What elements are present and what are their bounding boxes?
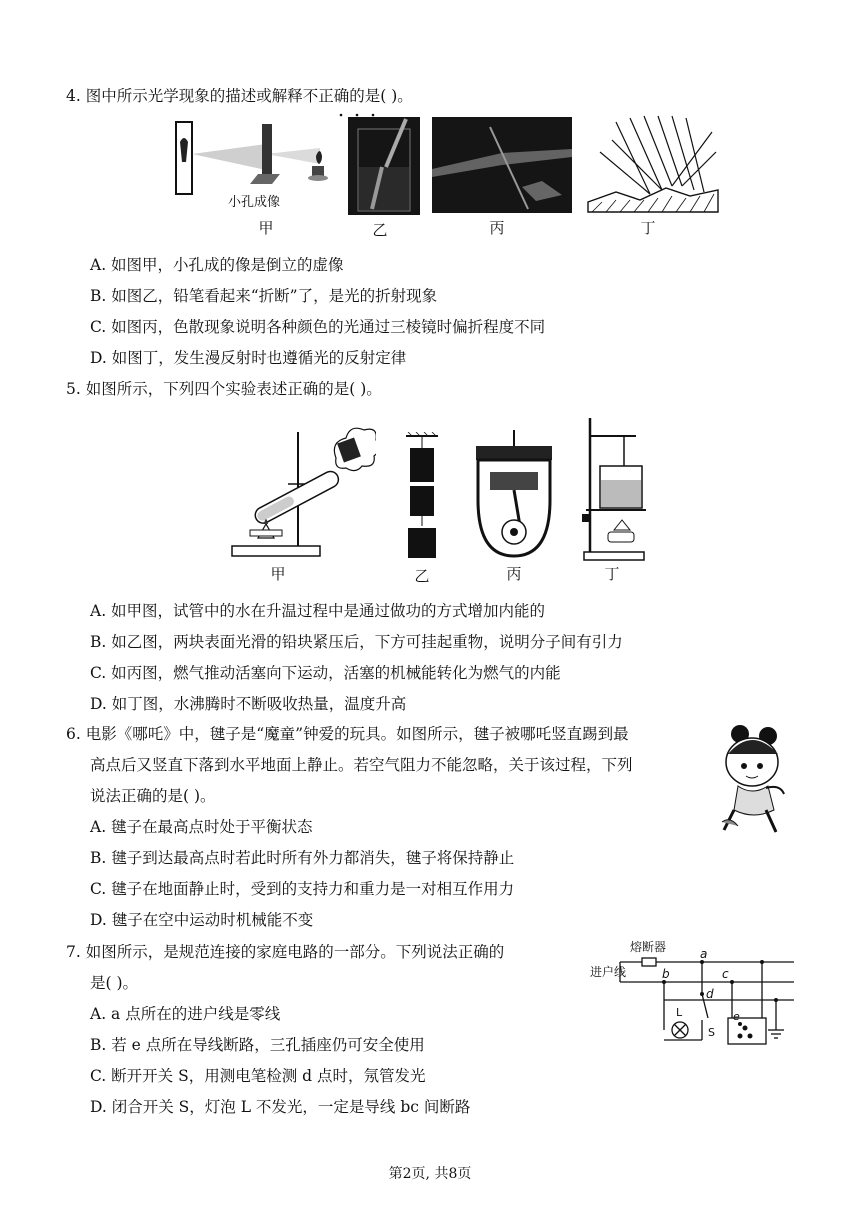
q6-stem-line-2: 高点后又竖直下落到水平地面上静止。若空气阻力不能忽略，关于该过程，下列 — [90, 756, 633, 774]
q7-stem-line-2: 是( )。 — [90, 974, 139, 992]
figure-lead-blocks — [402, 432, 442, 560]
q6-stem-line-3: 说法正确的是( )。 — [90, 787, 216, 805]
caption-q4-jia: 甲 — [258, 219, 274, 237]
label-point-c: c — [722, 967, 729, 981]
q6-option-d: D. 毽子在空中运动时机械能不变 — [90, 911, 314, 929]
q5-option-b: B. 如乙图，两块表面光滑的铅块紧压后，下方可挂起重物，说明分子间有引力 — [90, 633, 623, 651]
q4-stem: 4. 图中所示光学现象的描述或解释不正确的是( )。 — [66, 87, 413, 105]
figure-engine-cylinder — [468, 428, 560, 562]
q7-option-a: A. a 点所在的进户线是零线 — [90, 1005, 281, 1023]
figure-test-tube-heating — [228, 418, 376, 560]
figure-pencil-refraction — [348, 117, 420, 215]
page-number-footer: 第2页, 共8页 — [388, 1166, 472, 1182]
q4-option-a: A. 如图甲，小孔成的像是倒立的虚像 — [90, 256, 344, 274]
caption-q4-ding: 丁 — [640, 219, 656, 237]
q4-option-b: B. 如图乙，铅笔看起来“折断”了，是光的折射现象 — [90, 287, 438, 305]
label-point-a: a — [700, 947, 708, 961]
q5-stem: 5. 如图所示，下列四个实验表述正确的是( )。 — [66, 380, 382, 398]
label-fuse: 熔断器 — [630, 940, 667, 954]
label-point-d: d — [706, 987, 714, 1001]
figure-dispersion — [432, 117, 572, 213]
label-lamp-l: L — [676, 1006, 683, 1019]
figure-pinhole — [170, 114, 334, 212]
caption-q4-yi: 乙 — [372, 221, 388, 239]
q6-stem-line-1: 6. 电影《哪吒》中，毽子是“魔童”钟爱的玩具。如图所示，毽子被哪吒竖直踢到最 — [66, 725, 629, 743]
label-point-b: b — [662, 967, 670, 981]
caption-q5-bing: 丙 — [506, 565, 522, 583]
label-point-e: e — [733, 1010, 740, 1023]
q5-option-c: C. 如丙图，燃气推动活塞向下运动，活塞的机械能转化为燃气的内能 — [90, 664, 561, 682]
figure-diffuse-reflection — [586, 112, 720, 216]
q4-option-d: D. 如图丁，发生漫反射时也遵循光的反射定律 — [90, 349, 407, 367]
pinhole-label: 小孔成像 — [228, 195, 281, 210]
q6-option-c: C. 毽子在地面静止时，受到的支持力和重力是一对相互作用力 — [90, 880, 515, 898]
caption-q5-ding: 丁 — [604, 565, 620, 583]
q6-option-a: A. 毽子在最高点时处于平衡状态 — [90, 818, 313, 836]
q7-option-b: B. 若 e 点所在导线断路，三孔插座仍可安全使用 — [90, 1036, 425, 1054]
caption-q4-bing: 丙 — [489, 219, 505, 237]
label-incoming-line: 进户线 — [590, 965, 627, 979]
caption-q5-jia: 甲 — [270, 565, 286, 583]
label-switch-s: S — [708, 1026, 715, 1039]
figure-household-circuit — [590, 934, 800, 1052]
figure-boiling-water — [578, 414, 648, 562]
q4-option-c: C. 如图丙，色散现象说明各种颜色的光通过三棱镜时偏折程度不同 — [90, 318, 546, 336]
q7-stem-line-1: 7. 如图所示，是规范连接的家庭电路的一部分。下列说法正确的 — [66, 943, 505, 961]
emphasis-dots — [337, 104, 389, 110]
q5-option-d: D. 如丁图，水沸腾时不断吸收热量，温度升高 — [90, 695, 407, 713]
nezha-cartoon-illustration — [716, 722, 788, 844]
q6-option-b: B. 毽子到达最高点时若此时所有外力都消失，毽子将保持静止 — [90, 849, 515, 867]
q7-option-c: C. 断开开关 S，用测电笔检测 d 点时，氖管发光 — [90, 1067, 426, 1085]
q5-option-a: A. 如甲图，试管中的水在升温过程中是通过做功的方式增加内能的 — [90, 602, 546, 620]
caption-q5-yi: 乙 — [414, 567, 430, 585]
q7-option-d: D. 闭合开关 S，灯泡 L 不发光，一定是导线 bc 间断路 — [90, 1098, 471, 1116]
